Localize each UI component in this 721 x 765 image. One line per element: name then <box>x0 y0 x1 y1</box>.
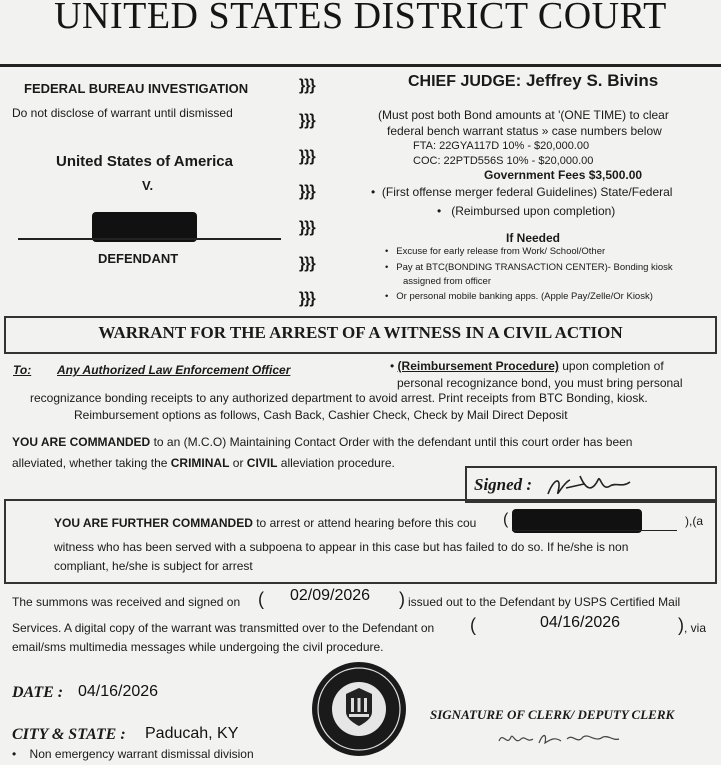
brace-5: }}} <box>299 219 315 236</box>
further-line-3: compliant, he/she is subject for arrest <box>54 559 253 573</box>
criminal-label: CRIMINAL <box>170 456 230 470</box>
commanded-lead: YOU ARE COMMANDED <box>12 435 151 449</box>
clerk-signature-label: SIGNATURE OF CLERK/ DEPUTY CLERK <box>430 707 675 722</box>
chief-judge <box>408 71 658 91</box>
commanded-text-1: to an (M.C.O) Maintaining Contact Order with the defendant until this court order has been <box>150 435 633 449</box>
further-line-2: witness who has been served with a subpoena to appear in this case but has failed to do so. If he/she is non <box>54 540 629 554</box>
clerk-signature <box>495 727 625 751</box>
brace-3: }}} <box>299 148 315 165</box>
warrant-title: WARRANT FOR THE ARREST OF A WITNESS IN A CIVIL ACTION <box>98 323 623 342</box>
needed-item-2-text: Pay at BTC(BONDING TRANSACTION CENTER)- Bonding kiosk <box>396 262 673 273</box>
summons-line-1a: The summons was received and signed on <box>12 595 241 609</box>
summons-line-1b: issued out to the Defendant by USPS Certified Mail <box>408 595 681 609</box>
reimbursement-text-1: upon completion of <box>558 359 664 373</box>
summons-line-2a: Services. A digital copy of the warrant was transmitted over to the Defendant on <box>12 621 435 635</box>
defendant-label: DEFENDANT <box>98 251 179 266</box>
brace-7: }}} <box>299 290 315 307</box>
summons-paren-1-close: ) <box>399 589 405 609</box>
reimbursement-line-1: • (Reimbursement Procedure) upon completion of <box>390 359 664 373</box>
court-name-line <box>512 530 677 531</box>
summons-paren-2-close: ) <box>678 615 684 635</box>
summons-date-1: 02/09/2026 <box>290 587 371 604</box>
further-line-1 <box>54 516 476 530</box>
fta-case-line: FTA: 22GYA117D 10% - $20,000.00 <box>413 140 590 152</box>
summons-line-3: email/sms multimedia messages while undergoing the civil procedure. <box>12 640 384 654</box>
government-fees: Government Fees $3,500.00 <box>484 168 643 182</box>
header-divider <box>0 64 721 67</box>
bond-note-2: federal bench warrant status » case numbers below <box>387 124 662 138</box>
brace-4: }}} <box>299 183 315 200</box>
needed-item-2: • Pay at BTC(BONDING TRANSACTION CENTER)- Bonding kiosk <box>385 262 673 273</box>
further-text-1: to arrest or attend hearing before this cou <box>252 516 477 530</box>
judge-signature <box>540 470 640 502</box>
summons-paren-1-open: ( <box>258 589 264 609</box>
summons-line-2b: , via <box>684 621 707 635</box>
disclosure-notice: Do not disclose of warrant until dismissed <box>12 106 233 120</box>
commanded-text-2a: alleviated, whether taking the <box>12 456 171 470</box>
if-needed-heading: If Needed <box>506 231 561 245</box>
commanded-line-1 <box>12 435 632 449</box>
chief-judge-label: CHIEF JUDGE <box>408 73 516 90</box>
summons-date-2: 04/16/2026 <box>540 614 621 631</box>
bullet-reimbursed: • (Reimbursed upon completion) <box>437 204 616 218</box>
department-seal-icon <box>310 660 408 758</box>
needed-item-3-text: Or personal mobile banking apps. (Apple Pay/Zelle/Or Kiosk) <box>396 291 653 302</box>
reimbursement-line-2: personal recognizance bond, you must bring personal <box>397 376 683 390</box>
reimbursement-line-4: Reimbursement options as follows, Cash Back, Cashier Check, Check by Mail Direct Deposit <box>74 408 568 422</box>
paren-open: ( <box>503 511 509 528</box>
to-label: To: <box>13 363 32 377</box>
reimbursement-line-3: recognizance bonding receipts to any authorized department to avoid arrest. Print receipts from BTC Bonding, kiosk. <box>30 391 648 405</box>
commanded-text-2b: or <box>229 456 247 470</box>
footer-bullet-text: Non emergency warrant dismissal division <box>29 747 254 761</box>
brace-2: }}} <box>299 112 315 129</box>
defendant-signature-line <box>18 238 281 240</box>
to-recipient: Any Authorized Law Enforcement Officer <box>57 363 291 377</box>
coc-case-line: COC: 22PTD556S 10% - $20,000.00 <box>413 155 594 167</box>
brace-1: }}} <box>299 77 315 94</box>
commanded-line-2 <box>12 456 395 470</box>
chief-judge-name: : Jeffrey S. Bivins <box>515 71 659 90</box>
needed-item-3: • Or personal mobile banking apps. (Apple Pay/Zelle/Or Kiosk) <box>385 291 653 302</box>
bullet-first-offense: • (First offense merger federal Guidelines) State/Federal <box>371 185 673 199</box>
brace-6: }}} <box>299 255 315 272</box>
bullet-reimbursed-text: (Reimbursed upon completion) <box>451 204 616 218</box>
agency-label: FEDERAL BUREAU INVESTIGATION <box>24 81 249 96</box>
versus-label: V. <box>142 178 154 193</box>
further-text-1-end: ),(a <box>685 514 703 528</box>
court-title: UNITED STATES DISTRICT COURT <box>54 0 667 37</box>
reimbursement-procedure-label: (Reimbursement Procedure) <box>397 359 559 373</box>
city-state-value: Paducah, KY <box>145 725 239 742</box>
needed-item-1: • Excuse for early release from Work/ School/Other <box>385 246 606 257</box>
signed-label: Signed : <box>474 475 533 494</box>
plaintiff-name: United States of America <box>56 153 233 170</box>
bond-note-1: (Must post both Bond amounts at '(ONE TIME) to clear <box>378 108 669 122</box>
bullet-first-offense-text: (First offense merger federal Guidelines) State/Federal <box>381 185 673 199</box>
city-state-label: CITY & STATE : <box>12 726 126 743</box>
needed-item-1-text: Excuse for early release from Work/ School/Other <box>396 246 606 257</box>
needed-item-2b: assigned from officer <box>403 276 492 287</box>
summons-paren-2-open: ( <box>470 615 476 635</box>
civil-label: CIVIL <box>246 456 278 470</box>
further-lead: YOU ARE FURTHER COMMANDED <box>54 516 253 530</box>
footer-bullet: • Non emergency warrant dismissal division <box>12 747 254 761</box>
date-label: DATE : <box>12 684 64 701</box>
commanded-text-2c: alleviation procedure. <box>277 456 395 470</box>
date-value: 04/16/2026 <box>78 683 159 700</box>
